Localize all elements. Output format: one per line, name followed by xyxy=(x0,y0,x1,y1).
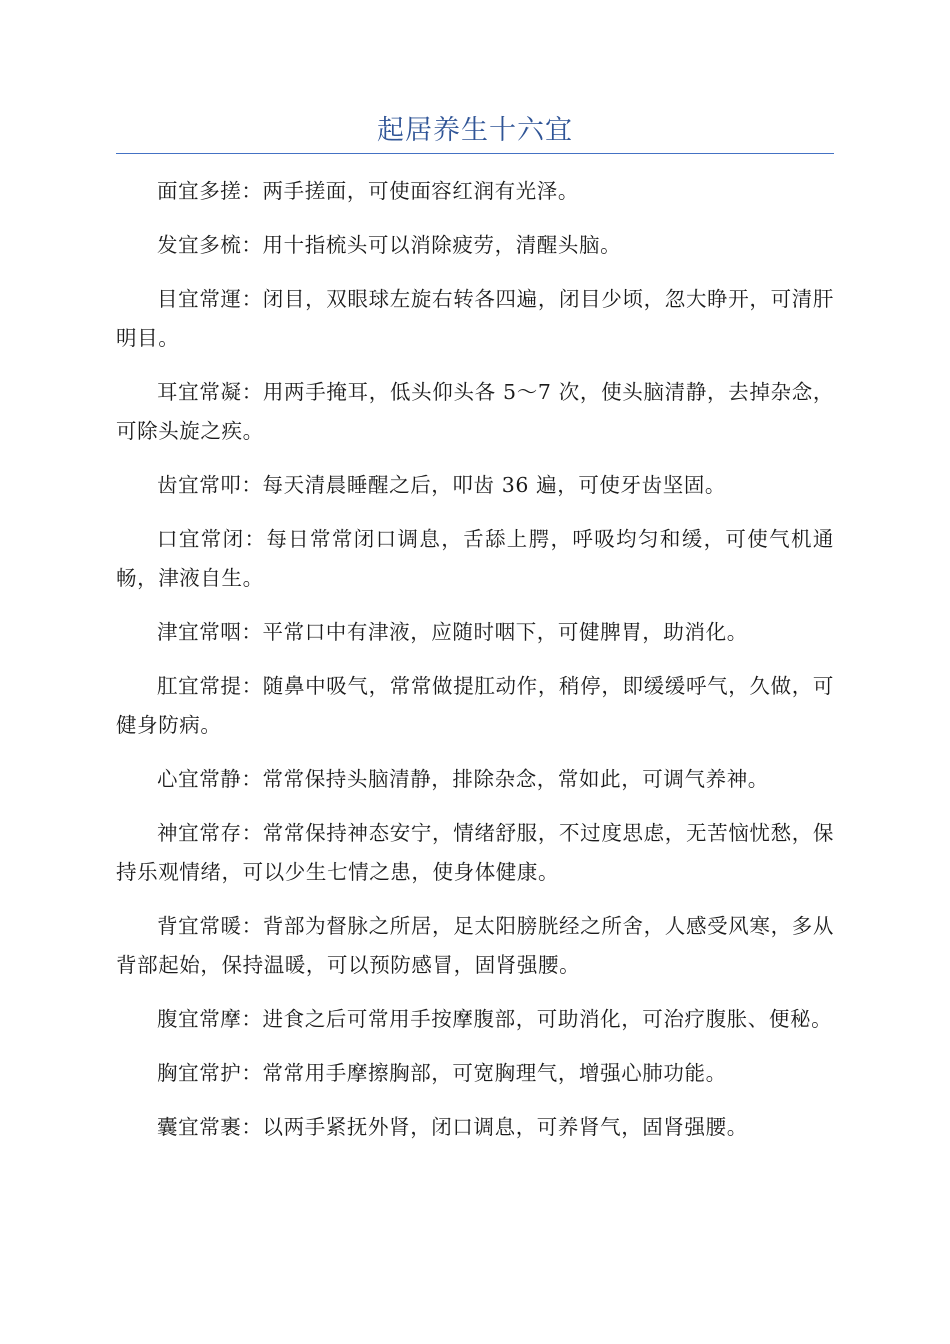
paragraph-teeth: 齿宜常叩：每天清晨睡醒之后，叩齿 36 遍，可使牙齿坚固。 xyxy=(157,473,727,497)
paragraph-saliva: 津宜常咽：平常口中有津液，应随时咽下，可健脾胃，助消化。 xyxy=(157,620,748,644)
paragraph-chest: 胸宜常护：常常用手摩擦胸部，可宽胸理气，增强心肺功能。 xyxy=(157,1061,727,1085)
paragraph-ears: 耳宜常凝：用两手掩耳，低头仰头各 5～7 次，使头脑清静，去掉杂念，可除头旋之疾。 xyxy=(116,380,834,443)
paragraph-back: 背宜常暖：背部为督脉之所居，足太阳膀胱经之所舍，人感受风寒，多从背部起始，保持温暖，可以预防感冒，固肾强腰。 xyxy=(116,914,834,977)
paragraph-eyes: 目宜常運：闭目，双眼球左旋右转各四遍，闭目少顷，忽大睁开，可清肝明目。 xyxy=(116,287,834,350)
paragraph-heart: 心宜常静：常常保持头脑清静，排除杂念，常如此，可调气养神。 xyxy=(157,767,769,791)
paragraph-mouth: 口宜常闭：每日常常闭口调息，舌舔上腭，呼吸均匀和缓，可使气机通畅，津液自生。 xyxy=(116,527,834,590)
paragraph-spirit: 神宜常存：常常保持神态安宁，情绪舒服，不过度思虑，无苦恼忧愁，保持乐观情绪，可以少生七情之患，使身体健康。 xyxy=(116,821,834,884)
document-title: 起居养生十六宜 xyxy=(377,115,573,146)
title-underline xyxy=(116,153,834,154)
paragraph-anus: 肛宜常提：随鼻中吸气，常常做提肛动作，稍停，即缓缓呼气，久做，可健身防病。 xyxy=(116,674,834,737)
paragraph-scrotum: 囊宜常裹：以两手紧抚外肾，闭口调息，可养肾气，固肾强腰。 xyxy=(157,1115,748,1139)
paragraph-face: 面宜多搓：两手搓面，可使面容红润有光泽。 xyxy=(157,179,579,203)
document-body xyxy=(116,172,834,1162)
paragraph-hair: 发宜多梳：用十指梳头可以消除疲劳，清醒头脑。 xyxy=(157,233,622,257)
paragraph-abdomen: 腹宜常摩：进食之后可常用手按摩腹部，可助消化，可治疗腹胀、便秘。 xyxy=(157,1007,833,1031)
